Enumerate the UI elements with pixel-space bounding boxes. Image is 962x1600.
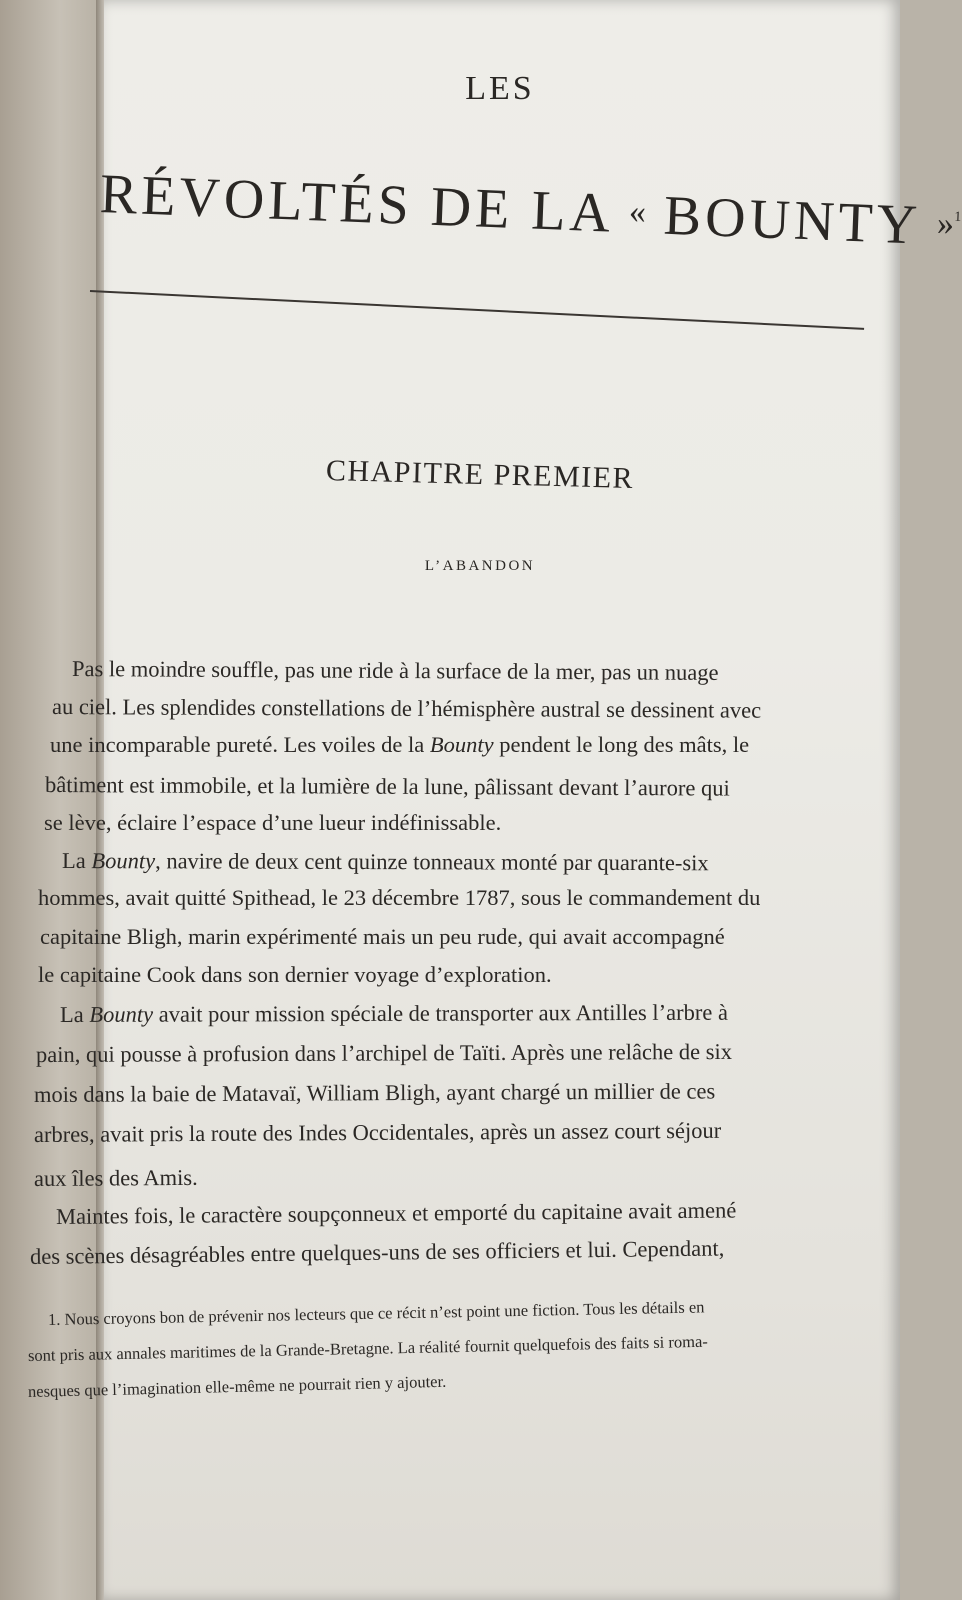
title-main-text: RÉVOLTÉS DE LA bbox=[98, 163, 631, 246]
body-line-text: La bbox=[61, 848, 92, 874]
body-line: mois dans la baie de Matavaï, William Bligh, ayant chargé un millier de ces bbox=[33, 1078, 716, 1107]
body-line: arbres, avait pris la route des Indes Occidentales, après un assez court séjour bbox=[33, 1117, 722, 1147]
body-line: le capitaine Cook dans son dernier voyage d’exploration. bbox=[38, 962, 552, 987]
body-line-text: , navire de deux cent quinze tonneaux monté par quarante-six bbox=[155, 848, 709, 876]
body-line-text: La bbox=[59, 1001, 90, 1027]
body-line: pain, qui pousse à profusion dans l’archipel de Taïti. Après une relâche de six bbox=[35, 1038, 732, 1067]
title-footnote-ref: 1 bbox=[953, 209, 962, 226]
title-main bbox=[98, 162, 962, 258]
body-line: hommes, avait quitté Spithead, le 23 décembre 1787, sous le commandement du bbox=[38, 885, 761, 910]
body-line: aux îles des Amis. bbox=[33, 1164, 198, 1191]
body-line bbox=[60, 1000, 728, 1028]
body-line-text: une incomparable pureté. Les voiles de la bbox=[50, 732, 430, 757]
body-line bbox=[50, 732, 749, 758]
body-line-text: pendent le long des mâts, le bbox=[493, 732, 750, 757]
ship-name-italic: Bounty bbox=[91, 848, 156, 874]
body-line: capitaine Bligh, marin expérimenté mais un peu rude, qui avait accompagné bbox=[40, 924, 725, 949]
body-line: Pas le moindre souffle, pas une ride à la surface de la mer, pas un nuage bbox=[71, 656, 719, 685]
body-line: bâtiment est immobile, et la lumière de la lune, pâlissant devant l’aurore qui bbox=[44, 772, 730, 801]
title-ship-name: BOUNTY bbox=[644, 183, 939, 258]
body-line-text: avait pour mission spéciale de transporter aux Antilles l’arbre à bbox=[153, 999, 728, 1027]
footnote-line: 1. Nous croyons bon de prévenir nos lecteurs que ce récit n’est point une fiction. Tous les détails en bbox=[47, 1297, 705, 1329]
title-quote-open: « bbox=[628, 193, 647, 231]
chapter-subtitle: L’ABANDON bbox=[424, 558, 536, 574]
body-line: se lève, éclaire l’espace d’une lueur indéfinissable. bbox=[44, 810, 502, 835]
title-small: LES bbox=[465, 70, 535, 107]
chapter-heading: CHAPITRE PREMIER bbox=[325, 453, 635, 496]
body-line: des scènes désagréables entre quelques-uns de ses officiers et lui. Cependant, bbox=[29, 1235, 725, 1269]
ship-name-italic: Bounty bbox=[429, 732, 494, 757]
body-line: Maintes fois, le caractère soupçonneux et emporté du capitaine avait amené bbox=[55, 1197, 737, 1229]
footnote-line: sont pris aux annales maritimes de la Grande-Bretagne. La réalité fournit quelquefois des faits si roma- bbox=[27, 1331, 708, 1365]
ship-name-italic: Bounty bbox=[89, 1001, 154, 1027]
title-quote-close: » bbox=[936, 205, 955, 243]
footnote-line: nesques que l’imagination elle-même ne pourrait rien y ajouter. bbox=[27, 1371, 447, 1401]
title-rule bbox=[90, 290, 864, 330]
body-line: au ciel. Les splendides constellations de l’hémisphère austral se dessinent avec bbox=[51, 694, 762, 723]
body-line bbox=[62, 848, 709, 876]
